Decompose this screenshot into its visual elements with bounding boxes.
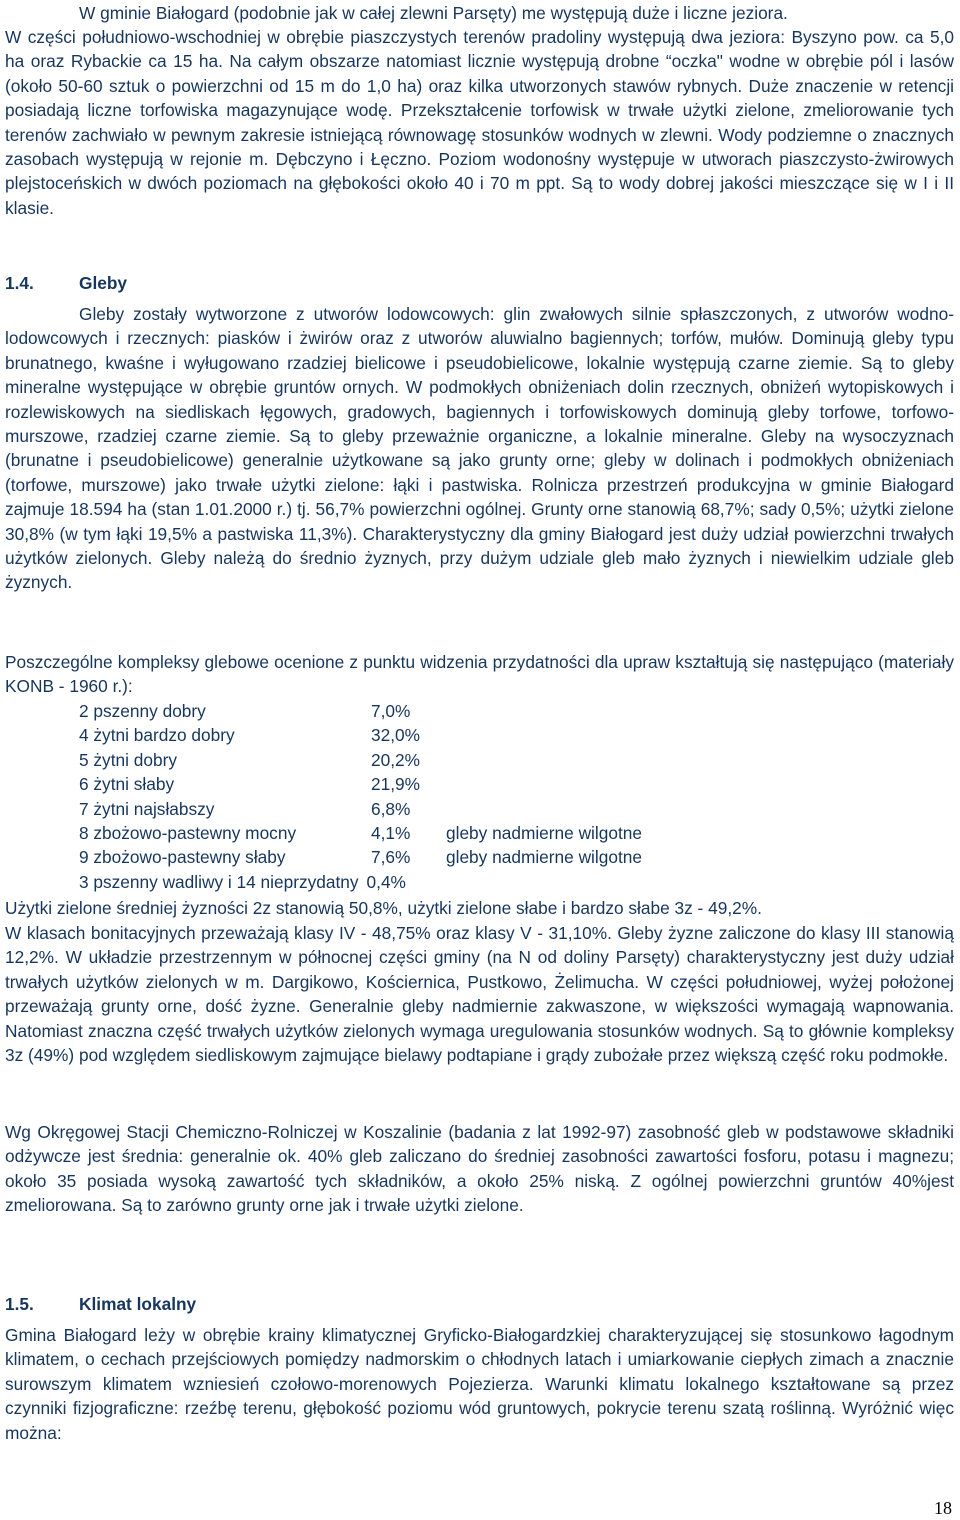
soil-classes-paragraph: W klasach bonitacyjnych przeważają klasy IV - 48,75% oraz klasy V - 31,10%. Gleby żyzne zaliczone do klasy III stanowią 12,2%. W układzie przestrzennym w północnej części gminy (na N od doliny Parsęty) charakterystyczny jest duży udział trwałych użytków zielonych w m. Dargikowo, Kościernica, Pustkowo, Żelimucha. W części południowej, wyżej położonej przeważają grunty orne, dość żyzne. Generalnie gleby nadmiernie zakwaszone, w większości wymagają wapnowania. Natomiast znaczna część trwałych użytków zielonych wymaga uregulowania stosunków wodnych. Są to głównie kompleksy 3z (49%) pod względem siedliskowym zajmujące bielawy podtapiane i grądy zubożałe przez większą część roku podmokłe. [5, 923, 954, 1066]
complex-percent: 6,8% [371, 798, 411, 819]
complex-percent: 32,0% [371, 725, 421, 746]
section-title: Gleby [79, 273, 128, 293]
complex-name: 4 żytni bardzo dobry [79, 725, 235, 746]
soil-complex-row [5, 772, 954, 796]
soil-complex-row [5, 723, 954, 747]
complex-note: gleby nadmierne wilgotne [446, 847, 642, 868]
climate-paragraph: Gmina Białogard leży w obrębie krainy klimatycznej Gryficko-Białogardzkiej charakteryzującej się stosunkowo łagodnym klimatem, o cechach przejściowych pomiędzy nadmorskim o chłodnych latach i umiarkowanie ciepłych zimach a znacznie surowszym klimatem wzniesień czołowo-morenowych Pojezierza. Warunki klimatu lokalnego kształtowane są przez czynniki fizjograficzne: rzeźbę terenu, głębokość poziomu wód gruntowych, pokrycie terenu szatą roślinną. Wyróżnić więc można: [5, 1325, 954, 1443]
grassland-paragraph: Użytki zielone średniej żyzności 2z stanowią 50,8%, użytki zielone słabe i bardzo słabe 3z - 49,2%. [5, 898, 762, 918]
section-1-4-heading [5, 271, 127, 295]
soil-complexes-intro: Poszczególne kompleksy glebowe ocenione z punktu widzenia przydatności dla upraw kształtują się następująco (materiały KONB - 1960 r.): [5, 652, 954, 697]
soil-complexes-table [5, 699, 954, 894]
soils-paragraph: Gleby zostały wytworzone z utworów lodowcowych: glin zwałowych silnie spłaszczonych, z utworów wodno-lodowcowych i rzecznych: piasków i żwirów oraz z utworów aluwialno bagiennych; torfów, mułów. Dominują gleby typu brunatnego, kwaśne i wyługowano rzadziej bielicowe i pseudobielicowe, lokalnie występują czarne ziemie. Są to gleby mineralne występujące w obrębie gruntów ornych. W podmokłych obniżeniach dolin rzecznych, obniżeń wytopiskowych i rozlewiskowych na siedliskach łęgowych, gradowych, bagiennych i torfowiskowych dominują gleby torfowe, torfowo-murszowe, rzadziej czarne ziemie. Są to gleby przeważnie organiczne, a lokalnie mineralne. Gleby na wysoczyznach (brunatne i pseudobielicowe) generalnie użytkowane są jako grunty orne; gleby w dolinach i podmokłych obniżeniach (torfowe, murszowe) jako trwałe użytki zielone: łąki i pastwiska. Rolnicza przestrzeń produkcyjna w gminie Białogard zajmuje 18.594 ha (stan 1.01.2000 r.) tj. 56,7% powierzchni ogólnej. Grunty orne stanowią 68,7%; sady 0,5%; użytki zielone 30,8% (w tym łąki 19,5% a pastwiska 11,3%). Charakterystyczny dla gminy Białogard jest duży udział powierzchni trwałych użytków zielonych. Gleby należą do średnio żyznych, przy dużym udziale gleb mało żyznych i niewielkim udziale gleb żyznych. [5, 304, 954, 593]
complex-name: 7 żytni najsłabszy [79, 798, 215, 819]
complex-percent: 4,1% [371, 822, 411, 843]
soil-complex-row [5, 699, 954, 723]
soil-complex-row [5, 748, 954, 772]
section-number: 1.4. [5, 273, 34, 293]
complex-name: 6 żytni słaby [79, 774, 175, 795]
complex-percent: 7,0% [371, 701, 411, 721]
section-number: 1.5. [5, 1294, 34, 1314]
soil-complex-row [5, 845, 954, 869]
complex-percent: 21,9% [371, 774, 421, 795]
complex-percent: 0,4% [366, 871, 406, 892]
complex-name: 5 żytni dobry [79, 749, 177, 770]
complex-name: 9 zbożowo-pastewny słaby [79, 847, 286, 868]
complex-percent: 20,2% [371, 749, 421, 770]
section-1-5-heading [5, 1292, 196, 1316]
nutrient-paragraph: Wg Okręgowej Stacji Chemiczno-Rolniczej w Koszalinie (badania z lat 1992-97) zasobność gleb w podstawowe składniki odżywcze jest średnia: generalnie ok. 40% gleb zaliczano do średniej zasobności zawartości fosforu, potasu i magnezu; około 35 posiada wysoką zawartość tych składników, a około 25% niską. Z ogólnej powierzchni gruntów 40%jest zmeliorowana. Są to zarówno grunty orne jak i trwałe użytki zielone. [5, 1122, 954, 1216]
complex-name: 8 zbożowo-pastewny mocny [79, 822, 297, 843]
intro-paragraph: W części południowo-wschodniej w obrębie piaszczystych terenów pradoliny występują dwa jeziora: Byszyno pow. ca 5,0 ha oraz Rybackie ca 15 ha. Na całym obszarze natomiast licznie występują drobne “oczka" wodne w obrębie pól i lasów (około 50-60 sztuk o powierzchni od 15 m do 1,0 ha) oraz kilka utworzonych stawów rybnych. Duże znaczenie w retencji posiadają liczne torfowiska magazynujące wodę. Przekształcenie torfowisk w trwałe użytki zielone, zmeliorowanie tych terenów zachwiało w pewnym zakresie istniejącą równowagę stosunków wodnych w zlewni. Wody podziemne o znacznych zasobach występują w rejonie m. Dębczyno i Łęczno. Poziom wodonośny występuje w utworach piaszczysto-żwirowych plejstoceńskich w dwóch poziomach na głębokości około 40 i 70 m ppt. Są to wody dobrej jakości mieszczące się w I i II klasie. [5, 27, 954, 218]
complex-percent: 7,6% [371, 847, 411, 868]
complex-name: 3 pszenny wadliwy i 14 nieprzydatny [79, 871, 359, 892]
complex-name: 2 pszenny dobry [79, 701, 206, 721]
soil-complex-row [5, 870, 954, 894]
soil-complex-row [5, 821, 954, 845]
intro-first-line: W gminie Białogard (podobnie jak w całej zlewni Parsęty) me występują duże i liczne jeziora. [79, 3, 788, 23]
complex-note: gleby nadmierne wilgotne [446, 822, 642, 843]
section-title: Klimat lokalny [79, 1294, 197, 1314]
page-number: 18 [934, 1498, 952, 1518]
soil-complex-row [5, 797, 954, 821]
